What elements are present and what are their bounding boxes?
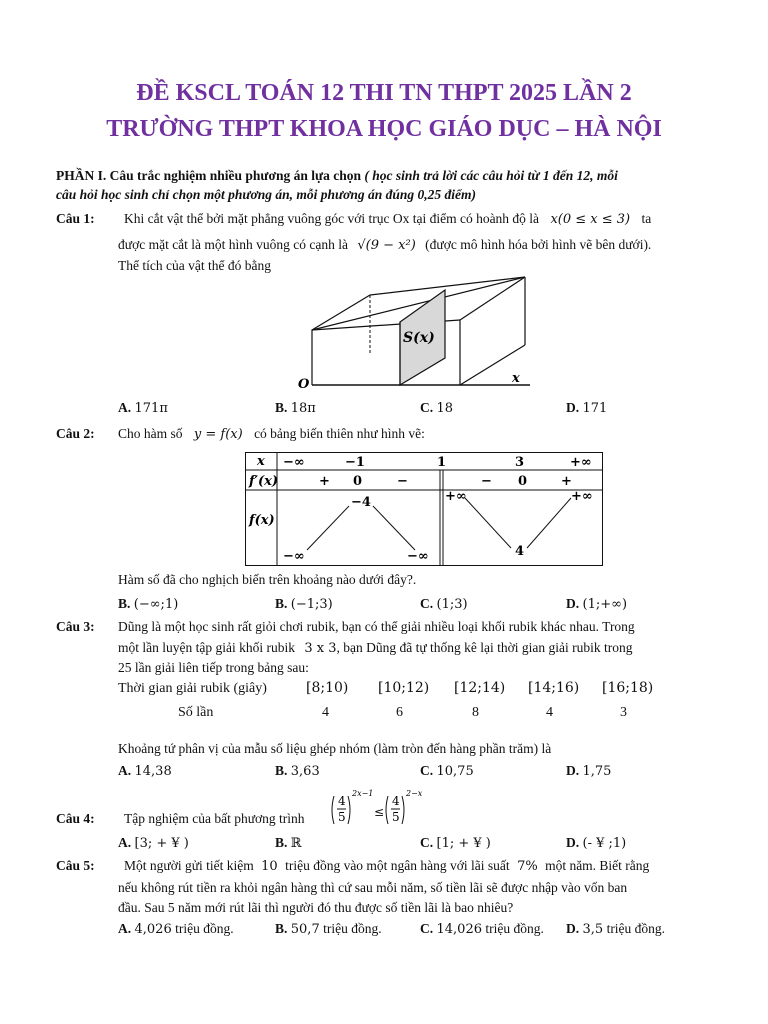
q3-text-1: Dũng là một học sinh rất giỏi chơi rubik, bạn có thể giải nhiều loại khối rubik khác nhau. Trong — [118, 619, 635, 634]
q1-text-2-end: (được mô hình hóa bởi hình vẽ bên dưới). — [425, 237, 652, 252]
title-line-2: TRƯỜNG THPT KHOA HỌC GIÁO DỤC – HÀ NỘI — [106, 116, 662, 142]
q5-option-d[interactable]: D. 3,5 triệu đồng. — [566, 921, 666, 937]
q3-option-b[interactable]: B. 3,63 — [275, 763, 320, 779]
q1-axis-label: x — [512, 371, 520, 386]
q4-inequality — [330, 788, 430, 830]
q4-option-c[interactable]: C. [1; + ¥ ) — [420, 835, 491, 851]
svg-text:≤: ≤ — [374, 805, 385, 819]
svg-text:1: 1 — [437, 455, 447, 470]
q3-row-count-label: Số lần — [178, 705, 214, 720]
q1-section-label: S(x) — [403, 330, 435, 346]
q3-question: Khoảng tứ phân vị của mẫu số liệu ghép nhóm (làm tròn đến hàng phần trăm) là — [118, 741, 552, 756]
svg-text:+: + — [561, 474, 572, 489]
q2-variation-table — [245, 452, 603, 566]
svg-text:+∞: +∞ — [445, 489, 467, 504]
q1-text-1a: Khi cắt vật thể bởi mặt phẳng vuông góc với trục Ox tại điểm có hoành độ là — [124, 211, 540, 226]
q5-option-a[interactable]: A. 4,026 triệu đồng. — [118, 921, 234, 937]
q1-side-length: √(9 − x²) — [357, 238, 416, 253]
q5-text-3: đầu. Sau 5 năm mới rút lãi thì người đó thu được số tiền lãi là bao nhiêu? — [118, 900, 514, 915]
q3-count-4: 4 — [546, 705, 553, 720]
part1-heading-line — [56, 168, 618, 184]
q4-text: Tập nghiệm của bất phương trình — [124, 811, 305, 826]
q3-interval-4: [14;16) — [528, 680, 580, 696]
q1-option-c[interactable]: C. 18 — [420, 400, 454, 416]
q2-option-d[interactable]: D. (1;+∞) — [566, 596, 628, 612]
svg-text:0: 0 — [353, 474, 363, 489]
q3-text-3: 25 lần giải liên tiếp trong bảng sau: — [118, 660, 309, 675]
svg-text:f(x): f(x) — [249, 513, 275, 528]
svg-text:f′(x): f′(x) — [249, 474, 279, 489]
svg-text:−1: −1 — [345, 455, 365, 470]
q1-text-1 — [124, 211, 651, 227]
svg-text:0: 0 — [518, 474, 528, 489]
q4-option-d[interactable]: D. (- ¥ ;1) — [566, 835, 627, 851]
q1-option-d[interactable]: D. 171 — [566, 400, 608, 416]
q3-interval-2: [10;12) — [378, 680, 430, 696]
q3-option-c[interactable]: C. 10,75 — [420, 763, 474, 779]
svg-text:+: + — [319, 474, 330, 489]
q2-label: Câu 2: — [56, 426, 95, 441]
svg-text:x: x — [257, 454, 265, 469]
q2-option-c[interactable]: C. (1;3) — [420, 596, 468, 612]
q1-label: Câu 1: — [56, 211, 95, 226]
q1-option-b[interactable]: B. 18π — [275, 400, 316, 416]
q5-amount: 10 — [261, 859, 278, 874]
svg-text:2−x: 2−x — [406, 789, 423, 798]
q1-text-2a: được mặt cắt là một hình vuông có cạnh là — [118, 237, 349, 252]
q5-option-c[interactable]: C. 14,026 triệu đồng. — [420, 921, 544, 937]
q5-rate: 7% — [517, 859, 538, 874]
q1-solid-figure — [290, 270, 530, 395]
q5-text-1: Một người gửi tiết kiệm 10 triệu đồng vào một ngân hàng với lãi suất 7% một năm. Biết rằng — [124, 858, 650, 874]
q3-row-time-label: Thời gian giải rubik (giây) — [118, 681, 267, 696]
q3-label: Câu 3: — [56, 619, 95, 634]
svg-text:+∞: +∞ — [570, 455, 592, 470]
svg-text:−4: −4 — [351, 495, 371, 510]
title-line-1: ĐỀ KSCL TOÁN 12 THI TN THPT 2025 LẦN 2 — [136, 80, 632, 106]
svg-text:3: 3 — [515, 455, 525, 470]
svg-text:4: 4 — [392, 794, 400, 808]
q3-interval-5: [16;18) — [602, 680, 654, 696]
q4-option-a[interactable]: A. [3; + ¥ ) — [118, 835, 189, 851]
q3-count-3: 8 — [472, 705, 479, 720]
svg-text:−: − — [481, 474, 492, 489]
q2-function: y = f(x) — [193, 427, 243, 442]
svg-text:5: 5 — [392, 810, 400, 824]
part1-note-2: câu hỏi học sinh chỉ chọn một phương án, mỗi phương án đúng 0,25 điểm) — [56, 187, 477, 202]
q3-option-d[interactable]: D. 1,75 — [566, 763, 612, 779]
q1-text-3: Thể tích của vật thể đó bằng — [118, 258, 271, 273]
q3-count-2: 6 — [396, 705, 403, 720]
q1-origin-label: O — [298, 377, 310, 392]
part1-heading: PHẦN I. Câu trắc nghiệm nhiều phương án lựa chọn — [56, 168, 361, 183]
q1-text-1-end: ta — [641, 211, 652, 226]
svg-text:4: 4 — [515, 544, 525, 559]
q3-interval-3: [12;14) — [454, 680, 506, 696]
svg-text:5: 5 — [338, 810, 346, 824]
q3-count-5: 3 — [620, 705, 627, 720]
svg-text:+∞: +∞ — [571, 489, 593, 504]
q3-option-a[interactable]: A. 14,38 — [118, 763, 172, 779]
q2-question: Hàm số đã cho nghịch biến trên khoảng nào dưới đây?. — [118, 572, 417, 587]
q3-count-1: 4 — [322, 705, 329, 720]
q3-interval-1: [8;10) — [306, 680, 349, 696]
q5-text-2: nếu không rút tiền ra khỏi ngân hàng thì cứ sau mỗi năm, số tiền lãi sẽ được nhập vào vốn ban — [118, 880, 628, 895]
q1-text-2 — [118, 237, 651, 253]
svg-text:−∞: −∞ — [283, 549, 305, 564]
q5-label: Câu 5: — [56, 858, 95, 873]
svg-text:2x−1: 2x−1 — [352, 789, 374, 798]
svg-text:−: − — [397, 474, 408, 489]
q5-option-b[interactable]: B. 50,7 triệu đồng. — [275, 921, 382, 937]
svg-text:−∞: −∞ — [283, 455, 305, 470]
q2-text: Cho hàm số y = f(x) có bảng biến thiên như hình vẽ: — [118, 426, 425, 442]
q2-option-b[interactable]: B. (−1;3) — [275, 596, 333, 612]
q2-option-a[interactable]: B. (−∞;1) — [118, 596, 179, 612]
q1-x-range: x(0 ≤ x ≤ 3) — [550, 212, 631, 227]
q4-label: Câu 4: — [56, 811, 95, 826]
svg-text:4: 4 — [338, 794, 346, 808]
q1-option-a[interactable]: A. 171π — [118, 400, 168, 416]
q4-option-b[interactable]: B. ℝ — [275, 835, 302, 851]
part1-note-1: ( học sinh trả lời các câu hỏi từ 1 đến 12, mỗi — [364, 168, 618, 183]
q3-text-2: một lần luyện tập giải khối rubik 3 x 3, bạn Dũng đã tự thống kê lại thời gian giải rubik trong — [118, 640, 633, 656]
svg-text:−∞: −∞ — [407, 549, 429, 564]
q3-cube-size: 3 x 3 — [304, 641, 337, 656]
